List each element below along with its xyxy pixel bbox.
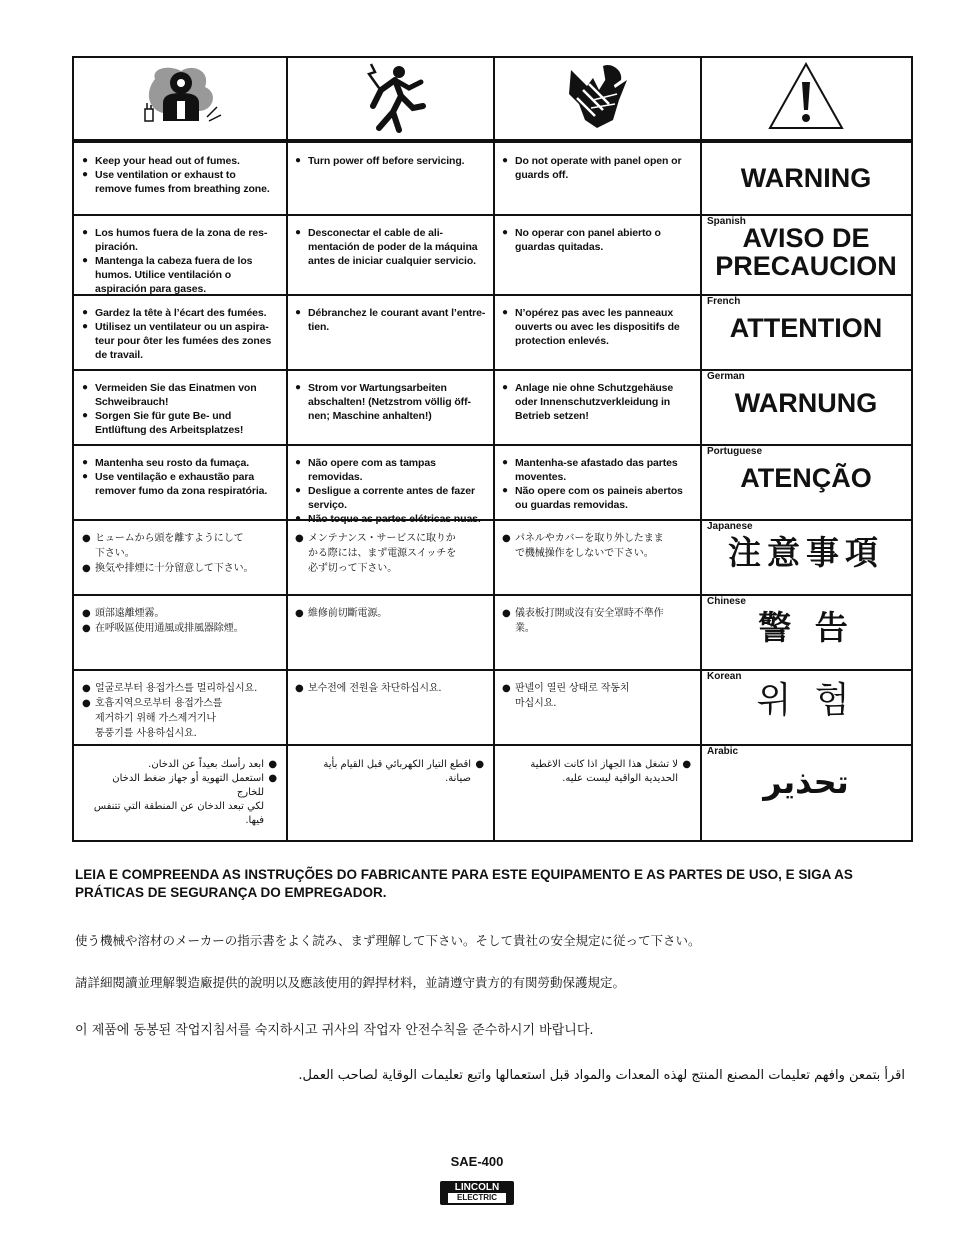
instruction-cell bbox=[494, 604, 701, 636]
instruction-item: ● Use ventilação e exhaustão para remover fumo da zona respiratória. bbox=[82, 470, 281, 498]
instruction-cell bbox=[287, 152, 494, 168]
instruction-cell bbox=[74, 379, 287, 437]
instruction-cell bbox=[74, 454, 287, 498]
language-label: Spanish bbox=[707, 215, 746, 227]
instruction-item: ● N’opérez pas avec les panneaux ouverts ou avec les dispositifs de protection enlevés. bbox=[502, 306, 695, 348]
instruction-item: ● 儀表板打開或沒有安全罩時不準作 業。 bbox=[502, 606, 695, 636]
document-code: SAE-400 bbox=[450, 1154, 504, 1169]
warning-word-cell bbox=[701, 296, 911, 371]
instruction-cell bbox=[74, 152, 287, 196]
instruction-item: ● 호흡지역으로부터 용접가스를 제거하기 위해 가스제거기나 통풍기를 사용하십시요. bbox=[82, 696, 281, 741]
bottom-notice-arabic: اقرأ بتمعن وافهم تعليمات المصنع المنتج لهذه المعدات والمواد قبل استعمالها واتبع تعليمات الوقاية لصاحب العمل. bbox=[298, 1068, 905, 1083]
instruction-item: ● Desconectar el cable de ali- mentación de poder de la máquina antes de iniciar cualquier servicio. bbox=[295, 226, 488, 268]
instruction-item: ● Sorgen Sie für gute Be- und Entlüftung des Arbeitsplatzes! bbox=[82, 409, 281, 437]
instruction-cell bbox=[287, 224, 494, 268]
language-label: French bbox=[707, 295, 741, 307]
instruction-item: ● ヒュームから頭を離すようにして 下さい。 bbox=[82, 531, 281, 561]
lincoln-electric-logo bbox=[440, 1181, 514, 1205]
instruction-cell bbox=[287, 304, 494, 334]
moving-parts-hazard-icon-cell bbox=[494, 58, 701, 138]
warning-word: تحذير bbox=[763, 762, 849, 801]
warning-word: ATTENTION bbox=[729, 312, 883, 343]
logo-line-2: ELECTRIC bbox=[448, 1193, 506, 1203]
instruction-item: ● 보수전에 전원을 차단하십시요. bbox=[295, 681, 488, 696]
language-label: Japanese bbox=[707, 520, 753, 532]
instruction-cell bbox=[287, 379, 494, 423]
safety-warning-table bbox=[72, 56, 913, 842]
instruction-cell bbox=[287, 529, 494, 576]
language-label: Portuguese bbox=[707, 445, 763, 457]
instruction-item: ● No operar con panel abierto o guardas quitadas. bbox=[502, 226, 695, 254]
language-label: German bbox=[707, 370, 745, 382]
warning-word-cell bbox=[701, 142, 911, 214]
instruction-item: ● Desligue a corrente antes de fazer serviço. bbox=[295, 484, 488, 512]
instruction-cell bbox=[74, 529, 287, 576]
instruction-item: ● 頭部遠離煙霧。 bbox=[82, 606, 281, 621]
fumes-hazard-icon-cell bbox=[74, 58, 287, 138]
bottom-notice-korean: 이 제품에 동봉된 작업지침서를 숙지하시고 귀사의 작업자 안전수칙을 준수하시기 바랍니다. bbox=[75, 1023, 594, 1038]
instruction-item: ● 판넬이 열린 상태로 작동치 마십시요. bbox=[502, 681, 695, 711]
instruction-item: ● 在呼吸區使用通風或排風器除煙。 bbox=[82, 621, 281, 636]
instruction-item: ● Não toque as partes elétricas nuas. bbox=[295, 512, 488, 526]
instruction-item: ● 換気や排煙に十分留意して下さい。 bbox=[82, 561, 281, 576]
logo-line-1: LINCOLN bbox=[454, 1182, 500, 1193]
instruction-cell bbox=[74, 604, 287, 636]
instruction-cell bbox=[494, 152, 701, 182]
bottom-notice-portuguese: LEIA E COMPREENDA AS INSTRUÇÕES DO FABRICANTE PARA ESTE EQUIPAMENTO E AS PARTES DE USO, E SIGA AS PRÁTICAS DE SEGURANÇA DO EMPREGADOR. bbox=[75, 867, 853, 900]
instruction-cell bbox=[494, 529, 701, 561]
instruction-item: ● Anlage nie ohne Schutzgehäuse oder Innenschutzverkleidung in Betrieb setzen! bbox=[502, 381, 695, 423]
instruction-item: ● اقطع التيار الكهربائي قبل القيام بأية صيانة. bbox=[295, 758, 484, 786]
warning-word-cell bbox=[701, 371, 911, 446]
instruction-item: ● Utilisez un ventilateur ou un aspira- teur pour ôter les fumées des zones de travail. bbox=[82, 320, 281, 362]
instruction-item: ● لا تشغل هذا الجهاز اذا كانت الاغطية الحديدية الواقية ليست عليه. bbox=[502, 758, 691, 786]
instruction-item: ● Use ventilation or exhaust to remove fumes from breathing zone. bbox=[82, 168, 281, 196]
electric-shock-icon bbox=[351, 58, 431, 139]
instruction-item: ● Keep your head out of fumes. bbox=[82, 154, 281, 168]
instruction-cell bbox=[494, 679, 701, 711]
instruction-item: ● Mantenha seu rosto da fumaça. bbox=[82, 456, 281, 470]
warning-word-cell bbox=[701, 596, 911, 671]
instruction-item: ● Strom vor Wartungsarbeiten abschalten! (Netzstrom völlig öff- nen; Maschine anhalten!) bbox=[295, 381, 488, 423]
bottom-notice-japanese: 使う機械や溶材のメーカーの指示書をよく読み、まず理解して下さい。そして貴社の安全規定に従って下さい。 bbox=[75, 933, 701, 948]
instruction-cell bbox=[494, 454, 701, 512]
instruction-cell bbox=[287, 679, 494, 696]
language-label: Chinese bbox=[707, 595, 746, 607]
instruction-cell bbox=[74, 679, 287, 741]
instruction-item: ● Vermeiden Sie das Einatmen von Schweibrauch! bbox=[82, 381, 281, 409]
instruction-item: ● استعمل التهوية أو جهاز ضغط الدخان للخارج لكي تبعد الدخان عن المنطقة التي تتنفس فيها. bbox=[82, 772, 277, 828]
warning-triangle-icon bbox=[766, 60, 846, 137]
warning-word: 위 험 bbox=[756, 679, 856, 721]
warning-word: 警 告 bbox=[758, 607, 854, 647]
instruction-cell bbox=[494, 379, 701, 423]
instruction-cell bbox=[74, 304, 287, 362]
warning-word: ATENÇÃO bbox=[740, 462, 872, 493]
warning-word-cell bbox=[701, 216, 911, 296]
warning-word-cell bbox=[701, 746, 911, 842]
instruction-item: ● Mantenha-se afastado das partes moventes. bbox=[502, 456, 695, 484]
fumes-hazard-icon bbox=[133, 61, 229, 136]
warning-word-cell bbox=[701, 446, 911, 521]
instruction-item: ● Los humos fuera de la zona de res- piración. bbox=[82, 226, 281, 254]
instruction-item: ● Gardez la tête à l’écart des fumées. bbox=[82, 306, 281, 320]
electric-shock-icon-cell bbox=[287, 58, 494, 138]
instruction-item: ● Mantenga la cabeza fuera de los humos. Utilice ventilación o aspiración para gases. bbox=[82, 254, 281, 296]
warning-triangle-icon-cell bbox=[701, 58, 911, 138]
instruction-cell bbox=[287, 454, 494, 526]
instruction-cell bbox=[494, 304, 701, 348]
language-label: Korean bbox=[707, 670, 742, 682]
bottom-notice-chinese: 請詳細閱讀並理解製造廠提供的說明以及應該使用的銲捍材料，並請遵守貴方的有関勞動保護規定。 bbox=[75, 975, 626, 990]
warning-word: WARNING bbox=[740, 163, 872, 193]
instruction-item: ● Turn power off before servicing. bbox=[295, 154, 488, 168]
instruction-cell bbox=[494, 754, 701, 786]
instruction-item: ● Do not operate with panel open or guards off. bbox=[502, 154, 695, 182]
warning-word: WARNUNG bbox=[734, 387, 878, 418]
language-label: Arabic bbox=[707, 745, 739, 757]
instruction-cell bbox=[494, 224, 701, 254]
instruction-item: ● Não opere com os paineis abertos ou guardas removidas. bbox=[502, 484, 695, 512]
instruction-item: ● 얼굴로부터 용접가스를 멀리하십시요. bbox=[82, 681, 281, 696]
warning-word-cell bbox=[701, 671, 911, 746]
instruction-item: ● メンテナンス・サービスに取りか かる際には、まず電源スイッチを 必ず切って下さい。 bbox=[295, 531, 488, 576]
warning-word: 注意事項 bbox=[728, 532, 884, 572]
warning-word: AVISO DE PRECAUCION bbox=[715, 222, 897, 281]
moving-parts-hazard-icon bbox=[563, 60, 633, 137]
instruction-cell bbox=[287, 754, 494, 786]
instruction-cell bbox=[287, 604, 494, 621]
instruction-item: ● パネルやカバーを取り外したまま で機械操作をしないで下さい。 bbox=[502, 531, 695, 561]
instruction-item: ● Débranchez le courant avant l’entre- tien. bbox=[295, 306, 488, 334]
instruction-cell bbox=[74, 224, 287, 296]
instruction-item: ● ابعد رأسك بعيداً عن الدخان. bbox=[82, 758, 277, 772]
instruction-cell bbox=[74, 754, 287, 828]
warning-word-cell bbox=[701, 521, 911, 596]
instruction-item: ● Não opere com as tampas removidas. bbox=[295, 456, 488, 484]
instruction-item: ● 維修前切斷電源。 bbox=[295, 606, 488, 621]
